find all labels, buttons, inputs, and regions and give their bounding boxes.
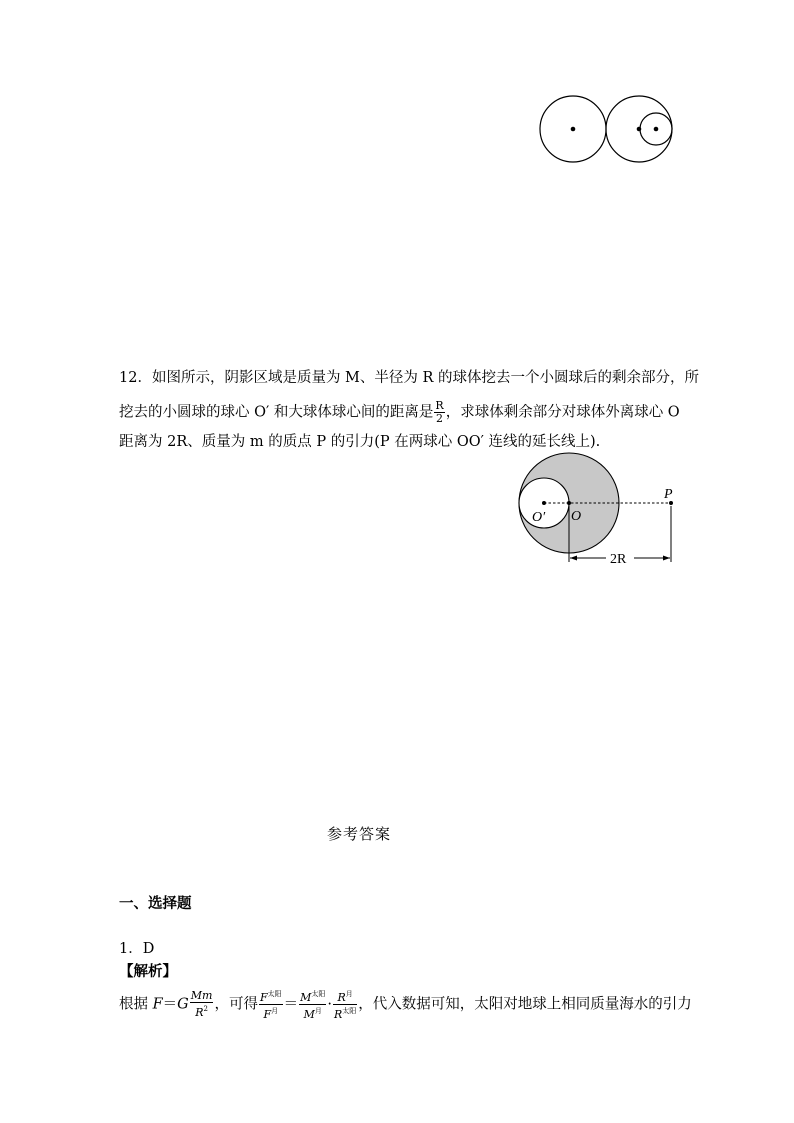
fraction-r-over-2 [434,400,444,425]
arrow-left [570,556,577,561]
arrow-right [663,556,670,561]
question12-line1: 12．如图所示，阴影区域是质量为 M、半径为 R 的球体挖去一个小圆球后的剩余部分，所 [119,370,700,386]
explain-pre: 根据 [119,996,148,1013]
explain-G: G [177,996,189,1013]
explain-mid: ，可得 [214,996,258,1013]
frac1-num: Mm [190,989,213,1002]
explain-eq: ＝ [162,996,178,1013]
answer-1-explanation [119,988,692,1021]
answer-1-number: 1．D [119,941,155,957]
answer-title: 参考答案 [327,825,392,843]
frac1-den: $R^2$ [195,1005,208,1019]
section-title: 一、选择题 [119,895,192,912]
right-inner-center-dot [654,127,659,132]
frac3-num: $M^{太阳}$ [300,990,326,1004]
o-prime-dot [542,501,546,505]
label-o: O [571,509,582,524]
explain-post: ，代入数据可知，太阳对地球上相同质量海水的引力 [358,996,692,1013]
frac3-den: $M^月$ [303,1007,322,1021]
explain-eq2: ＝ [283,996,299,1013]
question12-line2-post: ，求球体剩余部分对球体外离球心 O [445,404,680,421]
label-o-prime: O′ [532,510,546,525]
frac-numerator: R [435,399,444,412]
fraction-m-ratio [299,988,326,1021]
explain-F: F [152,996,163,1013]
frac2-den: $F^月$ [263,1007,279,1021]
question12-line3: 距离为 2R、质量为 m 的质点 P 的引力(P 在两球心 OO′ 连线的延长线上). [119,434,601,450]
fraction-mm-r2 [190,990,214,1019]
hollow-sphere-figure [510,448,690,568]
frac-denominator: 2 [436,412,444,425]
fraction-r-ratio [333,988,357,1021]
frac4-den: $R^{太阳}$ [333,1007,357,1021]
answer-1-analysis-label: 【解析】 [119,963,177,980]
two-circles-figure [535,92,680,166]
right-circle-center-dot [637,127,642,132]
left-circle-center-dot [571,127,576,132]
frac4-num: $R^月$ [333,988,357,1005]
label-2r: 2R [610,552,627,567]
explain-dot: · [327,996,332,1013]
o-dot [567,501,571,505]
question12-line2 [119,400,680,425]
question12-line2-pre: 挖去的小圆球的球心 O′ 和大球体球心间的距离是 [119,404,434,421]
label-p: P [664,487,673,502]
frac2-num: $F^{太阳}$ [259,990,282,1004]
fraction-f-ratio [259,988,283,1021]
